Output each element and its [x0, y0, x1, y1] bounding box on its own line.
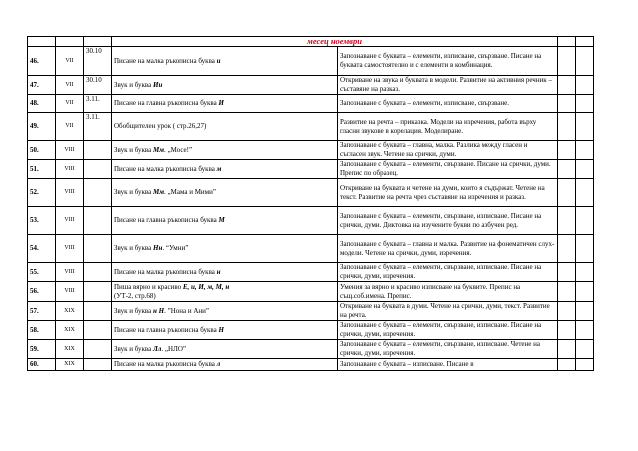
week-number: VII: [56, 113, 84, 141]
lesson-goals: Запознаване с буквата – главна, малка. Разлика между гласен и съгласен звук. Четене на срички, думи.: [338, 141, 558, 160]
table-row: [28, 302, 594, 321]
lesson-number: 58.: [28, 321, 56, 340]
lesson-topic: [112, 160, 338, 179]
week-number: VII: [56, 76, 84, 95]
week-number: VIII: [56, 235, 84, 263]
empty-cell: [558, 76, 576, 95]
lesson-date: [84, 235, 112, 263]
table-row: [28, 113, 594, 141]
topic-title: . „Мама и Мими”: [164, 188, 216, 196]
week-number: VII: [56, 95, 84, 113]
table-row: [28, 95, 594, 113]
week-number: VIII: [56, 141, 84, 160]
empty-cell: [558, 113, 576, 141]
empty-cell: [558, 207, 576, 235]
lesson-date: [84, 282, 112, 302]
month-title: месец ноември: [112, 37, 558, 47]
week-number: XIX: [56, 302, 84, 321]
lesson-topic: [112, 207, 338, 235]
topic-text: Пиша вярно и красиво: [114, 282, 183, 291]
empty-cell: [576, 95, 594, 113]
empty-cell: [576, 76, 594, 95]
lesson-topic: [112, 95, 338, 113]
lesson-goals: Откриване на буквата и четене на думи, които я съдържат. Четене на текст. Развитие на речта чрез съставяне на изречения и разказ.: [338, 179, 558, 207]
topic-title: . „Мосе!”: [164, 145, 193, 154]
topic-letter: Мм: [153, 188, 165, 196]
empty-cell: [558, 359, 576, 371]
lesson-goals: Запознаване с буквата – елементи, свързване, изписване. Писане на срички, думи. Диктовка на изучените букви по азбучен ред.: [338, 207, 558, 235]
topic-text: Писане на главна ръкописна буква: [114, 216, 219, 224]
lesson-goals: Умения за вярно и красиво изписване на буквите. Препис на същ.соб.имена. Препис.: [338, 282, 558, 302]
table-row: [28, 359, 594, 371]
topic-text: Писане на малка ръкописна буква: [114, 360, 217, 368]
table-row: [28, 235, 594, 263]
lesson-topic: [112, 263, 338, 282]
topic-title: . ”Нона и Ани”: [164, 306, 210, 315]
empty-cell: [558, 263, 576, 282]
topic-text: Звук и буква: [114, 344, 153, 353]
empty-cell: [558, 141, 576, 160]
lesson-number: 51.: [28, 160, 56, 179]
empty-cell: [576, 359, 594, 371]
topic-text: Звук и буква: [114, 244, 153, 252]
empty-cell: [558, 95, 576, 113]
topic-letter: м: [216, 164, 222, 173]
empty-cell: [576, 302, 594, 321]
lesson-topic: [112, 141, 338, 160]
table-row: [28, 340, 594, 359]
topic-letter: Лл: [153, 344, 162, 353]
topic-title: . “Умни”: [162, 244, 189, 252]
empty-cell: [558, 340, 576, 359]
topic-text: Писане на главна ръкописна буква: [114, 99, 219, 107]
lesson-goals: Запознаване с буквата – елементи, свързване, изписване. Писане на срички, думи, изречения.: [338, 321, 558, 340]
table-row: [28, 179, 594, 207]
lesson-number: 53.: [28, 207, 56, 235]
empty-cell: [576, 141, 594, 160]
week-number: XIX: [56, 321, 84, 340]
lesson-date: 30.10: [84, 76, 112, 95]
topic-text: Писане на малка ръкописна буква: [114, 164, 217, 173]
topic-letter: Ии: [153, 80, 163, 89]
lesson-goals: Запознаване с буквата – елементи, свързване, изписване. Писане на срички, думи, изречения.: [338, 263, 558, 282]
lesson-date: [84, 141, 112, 160]
topic-text: Писане на малка ръкописна буква: [114, 267, 217, 276]
topic-text: Писане на главна ръкописна буква: [114, 325, 219, 334]
empty-cell: [576, 113, 594, 141]
week-number: VIII: [56, 263, 84, 282]
topic-text: Звук и буква: [114, 306, 153, 315]
lesson-date: 30.10: [84, 47, 112, 76]
empty-cell: [576, 282, 594, 302]
table-row: [28, 321, 594, 340]
empty-cell: [558, 179, 576, 207]
week-number: VIII: [56, 179, 84, 207]
empty-cell: [576, 47, 594, 76]
empty-cell: [576, 235, 594, 263]
topic-reference: (УТ-2, стр.68): [114, 291, 156, 300]
lesson-goals: Откриване на звука и буквата в модели. Развитие на активния речник – съставяне на разказ.: [338, 76, 558, 95]
lesson-goals: Запознаване с буквата – елементи, изписване, свързване. Писане на буквата самостоятелно и с елементи в комбинация.: [338, 47, 558, 76]
lesson-topic: [112, 340, 338, 359]
lesson-goals: Запознаване с буквата – елементи, свързване. Писане на срички, думи. Препис по образец.: [338, 160, 558, 179]
topic-letter: н: [216, 267, 221, 276]
lesson-topic: [112, 179, 338, 207]
lesson-topic: [112, 235, 338, 263]
lesson-topic: [112, 321, 338, 340]
lesson-goals: Запознаване с буквата – изписване. Писане в: [338, 359, 558, 371]
lesson-goals: Запознаване с буквата – главна и малка. Развитие на фонематичен слух-модели. Четене на срички, думи, изречения.: [338, 235, 558, 263]
lesson-number: 56.: [28, 282, 56, 302]
lesson-goals: Развитие на речта – приказка. Модели на изречения, работа върху гласни звукове в корелация. Моделиране.: [338, 113, 558, 141]
lesson-topic: [112, 76, 338, 95]
lesson-number: 54.: [28, 235, 56, 263]
table-row: [28, 282, 594, 302]
week-number: XIX: [56, 359, 84, 371]
table-row: [28, 263, 594, 282]
topic-text: Писане на малка ръкописна буква: [114, 56, 217, 65]
week-number: VIII: [56, 160, 84, 179]
week-number: VIII: [56, 282, 84, 302]
table-row: [28, 207, 594, 235]
lesson-date: [84, 359, 112, 371]
topic-letter: л: [216, 360, 221, 368]
lesson-date: [84, 160, 112, 179]
lesson-goals: Запознаване с буквата – елементи, изписване, свързване.: [338, 95, 558, 113]
topic-title: . „НЛО”: [161, 344, 186, 353]
table-row: [28, 141, 594, 160]
topic-text: Звук и буква: [114, 80, 153, 89]
topic-letter: И: [218, 99, 224, 107]
empty-cell: [576, 321, 594, 340]
lesson-number: 60.: [28, 359, 56, 371]
topic-letter: М: [218, 216, 225, 224]
week-number: VIII: [56, 207, 84, 235]
lesson-topic: [112, 113, 338, 141]
topic-letter: Нн: [153, 244, 163, 252]
lesson-topic: [112, 47, 338, 76]
lesson-number: 48.: [28, 95, 56, 113]
table-row: [28, 160, 594, 179]
topic-letter: н Н: [153, 306, 165, 315]
lesson-date: [84, 340, 112, 359]
empty-cell: [576, 340, 594, 359]
empty-cell: [558, 235, 576, 263]
empty-cell: [558, 321, 576, 340]
lesson-topic: [112, 302, 338, 321]
empty-cell: [558, 47, 576, 76]
lesson-topic: [112, 282, 338, 302]
lesson-date: [84, 263, 112, 282]
lesson-date: 3.11.: [84, 113, 112, 141]
lesson-number: 47.: [28, 76, 56, 95]
lesson-goals: Откриване на буквата в думи. Четене на срички, думи, текст. Развитие на речта.: [338, 302, 558, 321]
lesson-number: 55.: [28, 263, 56, 282]
table-row: [28, 76, 594, 95]
table-row: [28, 47, 594, 76]
empty-cell: [576, 207, 594, 235]
week-number: VII: [56, 47, 84, 76]
lesson-number: 50.: [28, 141, 56, 160]
lesson-number: 59.: [28, 340, 56, 359]
topic-text: Обобщителен урок ( стр.26,27): [114, 122, 207, 130]
empty-cell: [576, 263, 594, 282]
lesson-topic: [112, 359, 338, 371]
empty-cell: [576, 179, 594, 207]
topic-letter: Мм: [153, 145, 165, 154]
topic-text: Звук и буква: [114, 188, 153, 196]
lesson-date: [84, 179, 112, 207]
lesson-number: 52.: [28, 179, 56, 207]
lesson-goals: Запознаване с буквата – елементи, свързване, изписване. Четене на срички, думи, изречения.: [338, 340, 558, 359]
lesson-number: 57.: [28, 302, 56, 321]
lesson-date: [84, 207, 112, 235]
lesson-date: 3.11.: [84, 95, 112, 113]
lesson-date: [84, 321, 112, 340]
empty-cell: [558, 282, 576, 302]
topic-letter: Н: [218, 325, 224, 334]
topic-text: Звук и буква: [114, 145, 153, 154]
lesson-number: 46.: [28, 47, 56, 76]
lesson-date: [84, 302, 112, 321]
lesson-plan-table: [27, 36, 594, 371]
empty-cell: [558, 302, 576, 321]
topic-letter: и: [216, 56, 221, 65]
week-number: XIX: [56, 340, 84, 359]
lesson-number: 49.: [28, 113, 56, 141]
topic-letter: Е, и, И, м, М, н: [182, 282, 230, 291]
empty-cell: [558, 160, 576, 179]
month-header-row: [28, 37, 594, 47]
empty-cell: [576, 160, 594, 179]
